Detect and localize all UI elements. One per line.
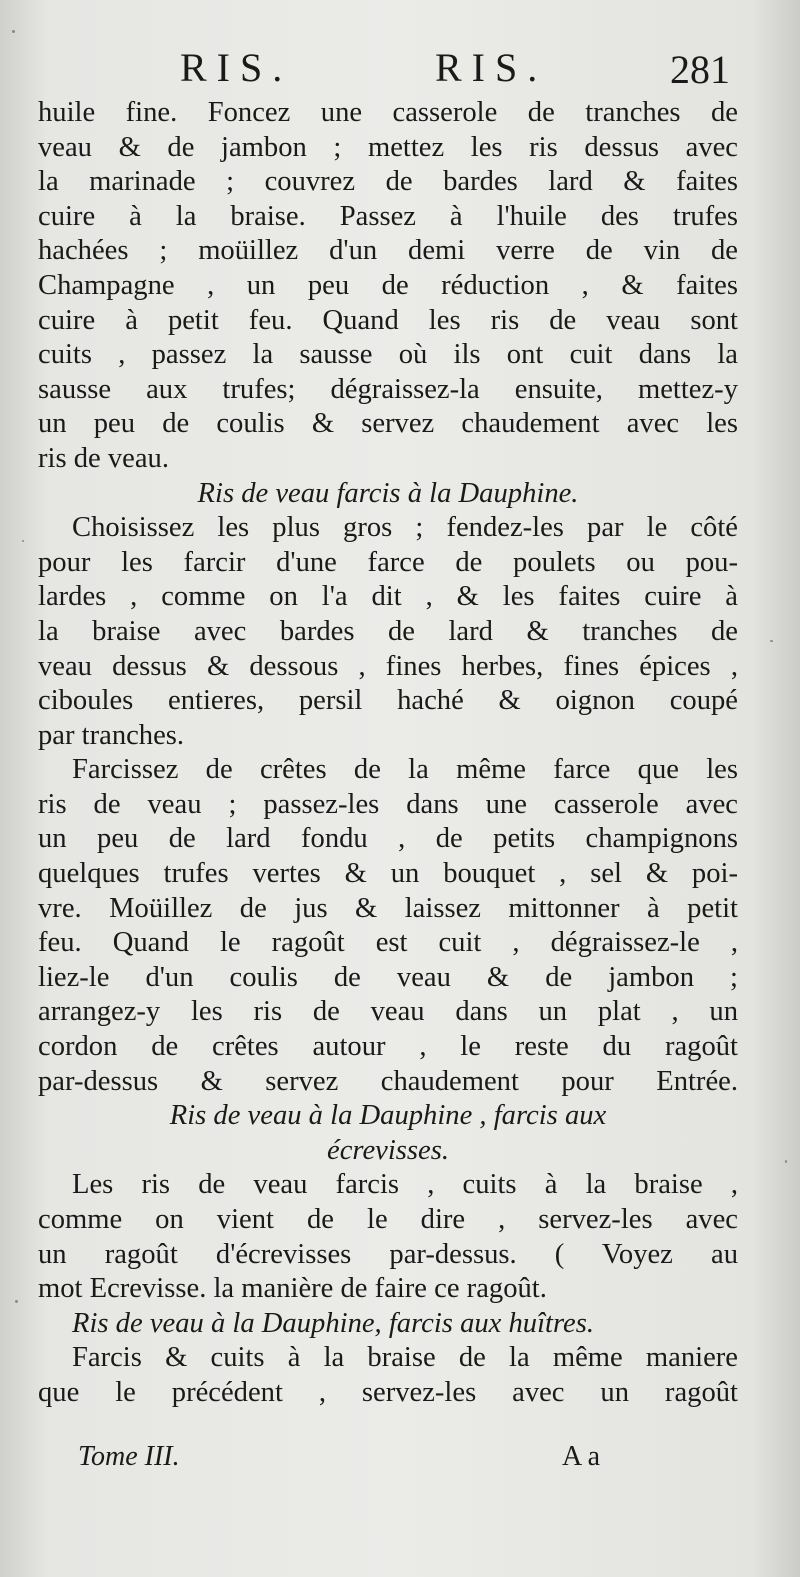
paper-speck: [770, 640, 773, 642]
paragraph-line: ris de veau.: [38, 442, 170, 474]
paragraph-line: un ragoût d'écrevisses par-dessus. ( Voyez au: [38, 1238, 738, 1270]
paragraph-line: arrangez-y les ris de veau dans un plat , un: [38, 996, 738, 1028]
paragraph-line: sausse aux trufes; dégraissez-la ensuite, mettez-y: [38, 373, 738, 405]
paper-speck: [12, 30, 15, 33]
paragraph-line: que le précédent , servez-les avec un ragoût: [38, 1376, 738, 1408]
page-number: 281: [670, 47, 730, 92]
paragraph-line: un peu de lard fondu , de petits champignons: [38, 823, 738, 855]
paper-speck: [15, 1300, 18, 1303]
paragraph-line: Farcissez de crêtes de la même farce que les: [72, 754, 738, 786]
paragraph-line: hachées ; moüillez d'un demi verre de vin de: [38, 235, 738, 267]
paragraph-line: feu. Quand le ragoût est cuit , dégraissez-le ,: [38, 927, 738, 959]
paragraph-line: la braise avec bardes de lard & tranches de: [38, 615, 738, 647]
paragraph-line: vre. Moüillez de jus & laissez mittonner à petit: [38, 892, 738, 924]
recipe-heading: Ris de veau farcis à la Dauphine.: [197, 477, 579, 509]
paragraph-line: ris de veau ; passez-les dans une casserole avec: [38, 788, 738, 820]
paragraph-line: lardes , comme on l'a dit , & les faites cuire à: [38, 581, 738, 613]
paragraph-line: par-dessus & servez chaudement pour Entrée.: [38, 1065, 738, 1097]
page-footer: [0, 1441, 800, 1491]
paragraph-line: Choisissez les plus gros ; fendez-les par le côté: [72, 512, 738, 544]
running-head-right: RIS.: [435, 45, 548, 90]
paragraph-line: mot Ecrevisse. la manière de faire ce ragoût.: [38, 1273, 547, 1305]
paragraph-line: un peu de coulis & servez chaudement avec les: [38, 408, 738, 440]
paragraph-line: veau dessus & dessous , fines herbes, fines épices ,: [38, 650, 738, 682]
paragraph-line: quelques trufes vertes & un bouquet , sel & poi-: [38, 858, 738, 890]
recipe-heading: écrevisses.: [327, 1134, 449, 1166]
paragraph-line: ciboules entieres, persil haché & oignon coupé: [38, 685, 738, 717]
paper-speck: [785, 1160, 787, 1163]
page-body: [38, 96, 738, 1411]
paragraph-line: cuire à petit feu. Quand les ris de veau sont: [38, 304, 738, 336]
paragraph-line: comme on vient de le dire , servez-les avec: [38, 1204, 738, 1235]
paragraph-line: par tranches.: [38, 719, 185, 751]
paragraph-line: cuire à la braise. Passez à l'huile des trufes: [38, 200, 738, 232]
recipe-heading: Ris de veau à la Dauphine, farcis aux huîtres.: [72, 1307, 595, 1339]
paragraph-line: pour les farcir d'une farce de poulets ou pou-: [38, 546, 738, 578]
paragraph-line: Farcis & cuits à la braise de la même maniere: [72, 1342, 738, 1374]
paragraph-line: liez-le d'un coulis de veau & de jambon ;: [38, 961, 738, 993]
paragraph-line: Champagne , un peu de réduction , & faites: [38, 269, 738, 301]
paper-speck: [22, 540, 24, 542]
paragraph-line: veau & de jambon ; mettez les ris dessus avec: [38, 131, 738, 163]
paragraph-line: cuits , passez la sausse où ils ont cuit dans la: [38, 339, 738, 371]
paragraph-line: cordon de crêtes autour , le reste du ragoût: [38, 1031, 738, 1063]
recipe-heading: Ris de veau à la Dauphine , farcis aux: [169, 1100, 607, 1132]
running-head-left: RIS.: [180, 45, 293, 90]
volume-label: Tome III.: [78, 1441, 180, 1472]
signature-mark: A a: [562, 1441, 601, 1472]
paragraph-line: huile fine. Foncez une casserole de tranches de: [38, 97, 738, 128]
page-header: [0, 44, 800, 104]
paragraph-line: Les ris de veau farcis , cuits à la braise ,: [72, 1169, 738, 1201]
paragraph-line: la marinade ; couvrez de bardes lard & faites: [38, 166, 738, 198]
